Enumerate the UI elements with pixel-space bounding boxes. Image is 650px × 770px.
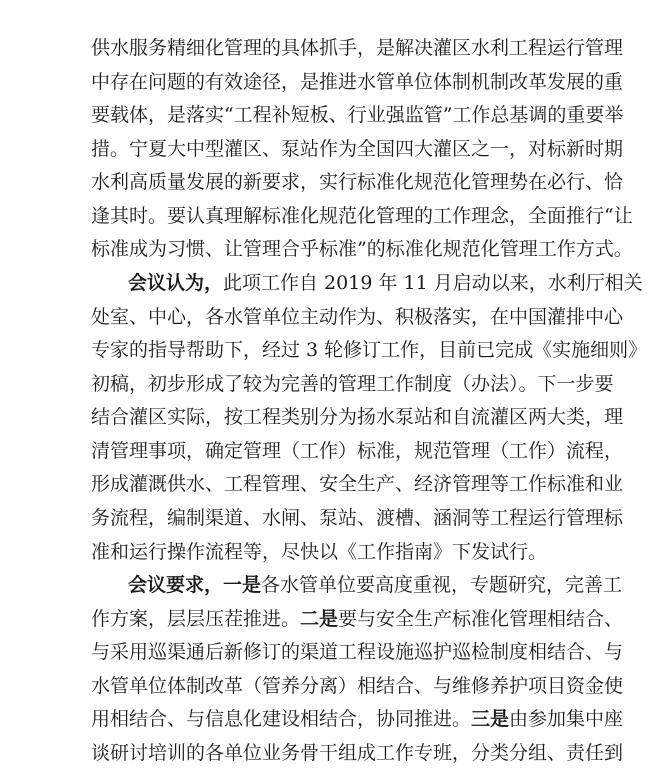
text-line-18 <box>91 602 624 636</box>
text-line-21 <box>91 702 624 736</box>
line-text: 谈研讨培训的各单位业务骨干组成工作专班，分类分组、责任到 <box>91 742 624 764</box>
text-line-22 <box>91 736 624 770</box>
line-text: 结合灌区实际，按工程类别分为扬水泵站和自流灌区两大类，理 <box>91 406 624 428</box>
line-text: 清管理事项，确定管理（工作）标准，规范管理（工作）流程， <box>91 440 624 462</box>
text-line-1 <box>91 31 624 65</box>
text-line-19 <box>91 635 624 669</box>
text-line-6 <box>91 199 633 233</box>
text-line-9 <box>91 300 624 334</box>
text-line-7 <box>91 232 633 266</box>
text-line-11 <box>91 367 614 401</box>
line-text: 由参加集中座 <box>509 708 624 730</box>
line-text: 初稿，初步形成了较为完善的管理工作制度（办法）。下一步要 <box>91 373 614 395</box>
line-text: 专家的指导帮助下，经过 3 轮修订工作，目前已完成《实施细则》 <box>91 339 648 361</box>
bold-lead: 会议要求，一是 <box>128 574 262 596</box>
text-line-13 <box>91 434 624 468</box>
line-text: 用相结合、与信息化建设相结合，协同推进。 <box>91 708 472 730</box>
line-text: 中存在问题的有效途径，是推进水管单位体制机制改革发展的重 <box>91 71 624 93</box>
line-text: 要与安全生产标准化管理相结合、 <box>338 608 624 630</box>
line-text: 供水服务精细化管理的具体抓手，是解决灌区水利工程运行管理 <box>91 37 624 59</box>
text-line-15 <box>91 501 624 535</box>
line-text: 各水管单位要高度重视，专题研究，完善工 <box>261 574 623 596</box>
text-line-3 <box>91 98 624 132</box>
line-text: 措。宁夏大中型灌区、泵站作为全国四大灌区之一，对标新时期 <box>91 138 624 160</box>
text-line-5 <box>91 165 624 199</box>
line-text: 准和运行操作流程等，尽快以《工作指南》下发试行。 <box>91 541 548 563</box>
line-text: 标准成为习惯、让管理合乎标准”的标准化规范化管理工作方式。 <box>91 238 633 260</box>
text-line-14 <box>91 467 624 501</box>
bold-lead: 会议认为， <box>128 272 224 294</box>
line-text: 水利高质量发展的新要求，实行标准化规范化管理势在必行、恰 <box>91 171 624 193</box>
line-text: 务流程，编制渠道、水闸、泵站、渡槽、涵洞等工程运行管理标 <box>91 507 624 529</box>
line-text: 此项工作自 2019 年 11 月启动以来，水利厅相关 <box>223 272 643 294</box>
line-text: 逢其时。要认真理解标准化规范化管理的工作理念，全面推行“让 <box>91 205 633 227</box>
text-line-20 <box>91 669 624 703</box>
text-line-12 <box>91 400 624 434</box>
line-text: 作方案，层层压茬推进。 <box>91 608 301 630</box>
bold-marker: 三是 <box>471 708 510 730</box>
line-text: 要载体，是落实“工程补短板、行业强监管”工作总基调的重要举 <box>91 104 624 126</box>
text-line-2 <box>91 65 624 99</box>
text-line-4 <box>91 132 624 166</box>
text-line-16 <box>91 535 571 569</box>
line-text: 水管单位体制改革（管养分离）相结合、与维修养护项目资金使 <box>91 675 624 697</box>
bold-marker: 二是 <box>300 608 339 630</box>
text-line-8 <box>128 266 643 300</box>
line-text: 形成灌溉供水、工程管理、安全生产、经济管理等工作标准和业 <box>91 473 624 495</box>
text-line-17 <box>128 568 623 602</box>
text-line-10 <box>91 333 648 367</box>
line-text: 与采用巡渠通后新修订的渠道工程设施巡护巡检制度相结合、与 <box>91 641 624 663</box>
line-text: 处室、中心，各水管单位主动作为、积极落实，在中国灌排中心 <box>91 306 624 328</box>
